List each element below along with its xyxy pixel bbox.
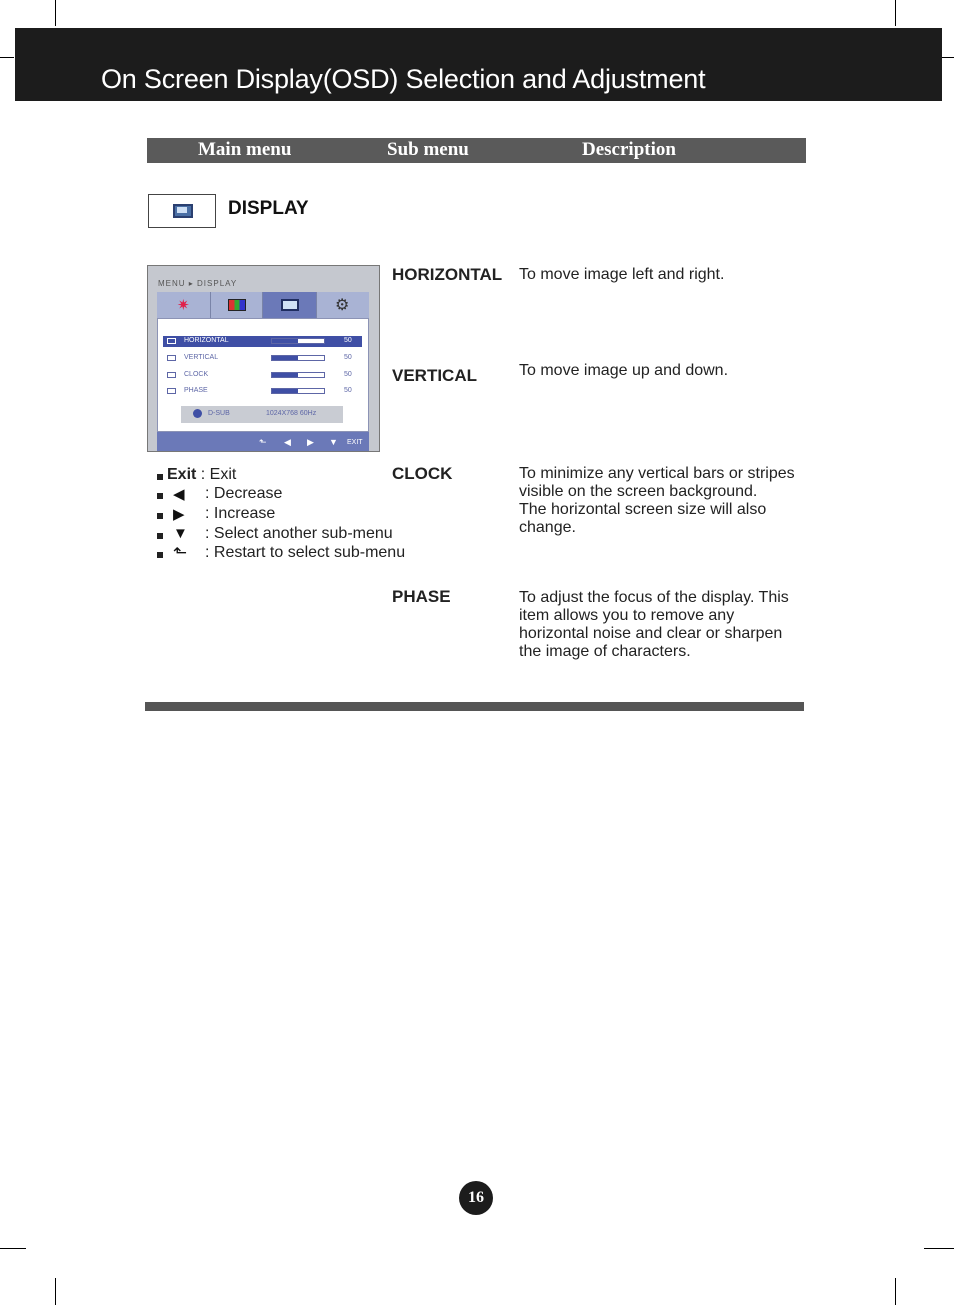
crop-mark (55, 1278, 56, 1305)
osd-slider (271, 355, 325, 361)
column-description: Description (582, 139, 676, 160)
display-icon (173, 204, 193, 218)
vertical-icon (167, 355, 176, 361)
osd-slider (271, 388, 325, 394)
crop-mark (924, 1248, 954, 1249)
info-icon (193, 409, 202, 418)
bullet (157, 474, 163, 480)
osd-row-value: 50 (344, 354, 352, 361)
bullet (157, 493, 163, 499)
section-title: DISPLAY (228, 198, 309, 219)
section-bottom-bar (145, 702, 804, 711)
crop-mark (0, 57, 14, 58)
page-number: 16 (459, 1181, 493, 1215)
legend-text: : Decrease (205, 485, 283, 502)
osd-resolution: 1024X768 60Hz (266, 410, 317, 417)
osd-tab-setup (317, 292, 369, 318)
bullet (157, 533, 163, 539)
return-arrow-icon: ⬑ (259, 437, 267, 447)
right-triangle-icon: ▶ (307, 437, 314, 447)
osd-input-info (181, 406, 343, 423)
osd-row-label: PHASE (184, 387, 208, 394)
osd-row (163, 370, 362, 381)
osd-slider (271, 372, 325, 378)
osd-slider-fill (272, 356, 298, 360)
right-triangle-icon: ▶ (173, 506, 185, 523)
osd-breadcrumb: MENU ▸ DISPLAY (158, 279, 238, 288)
submenu-horizontal: HORIZONTAL (392, 265, 503, 284)
osd-row (163, 386, 362, 397)
submenu-phase: PHASE (392, 587, 451, 606)
legend-exit-text: : Exit (196, 466, 237, 483)
bullet (157, 513, 163, 519)
submenu-clock: CLOCK (392, 464, 453, 483)
horizontal-icon (167, 338, 176, 344)
submenu-vertical: VERTICAL (392, 366, 477, 385)
crop-mark (55, 0, 56, 26)
column-sub-menu: Sub menu (387, 139, 469, 160)
osd-tab-picture (157, 292, 211, 318)
osd-row-label: HORIZONTAL (184, 337, 229, 344)
color-bars-icon (228, 299, 246, 311)
osd-row-value: 50 (344, 387, 352, 394)
display-icon (281, 299, 299, 311)
phase-icon (167, 388, 176, 394)
osd-slider-fill (272, 389, 298, 393)
left-triangle-icon: ◀ (284, 437, 291, 447)
down-triangle-icon: ▼ (329, 437, 338, 447)
description-phase: To adjust the focus of the display. This item allows you to remove any horizontal noise and clear or sharpen the image of characters. (519, 589, 789, 660)
legend-exit (167, 466, 236, 484)
legend-exit-key: Exit (167, 466, 197, 483)
crop-mark (895, 0, 896, 26)
osd-exit-label: EXIT (347, 439, 363, 446)
brightness-icon: ✷ (177, 297, 190, 314)
crop-mark (940, 57, 954, 58)
legend-text: : Select another sub-menu (205, 525, 393, 542)
crop-mark (895, 1278, 896, 1305)
osd-row-value: 50 (344, 371, 352, 378)
osd-row (163, 353, 362, 364)
osd-slider-fill (272, 373, 298, 377)
description-clock: To minimize any vertical bars or stripes visible on the screen background. The horizontal screen size will also change. (519, 465, 795, 536)
description-vertical: To move image up and down. (519, 362, 729, 379)
legend-text: : Restart to select sub-menu (205, 544, 406, 561)
osd-row-value: 50 (344, 337, 352, 344)
page-title: On Screen Display(OSD) Selection and Adjustment (101, 64, 706, 94)
description-horizontal: To move image left and right. (519, 266, 725, 283)
return-arrow-icon: ⬑ (173, 543, 188, 562)
crop-mark (0, 1248, 26, 1249)
left-triangle-icon: ◀ (173, 486, 185, 503)
osd-input: D-SUB (208, 410, 230, 417)
legend-text: : Increase (205, 505, 276, 522)
osd-row (163, 336, 362, 347)
osd-tab-color (211, 292, 263, 318)
gear-icon: ⚙ (335, 297, 350, 314)
down-triangle-icon: ▼ (173, 525, 188, 542)
osd-row-label: VERTICAL (184, 354, 219, 361)
column-main-menu: Main menu (198, 139, 292, 160)
osd-tab-display (263, 292, 317, 318)
bullet (157, 552, 163, 558)
osd-slider (271, 338, 325, 344)
clock-icon (167, 372, 176, 378)
osd-row-label: CLOCK (184, 371, 209, 378)
osd-slider-fill (272, 339, 298, 343)
